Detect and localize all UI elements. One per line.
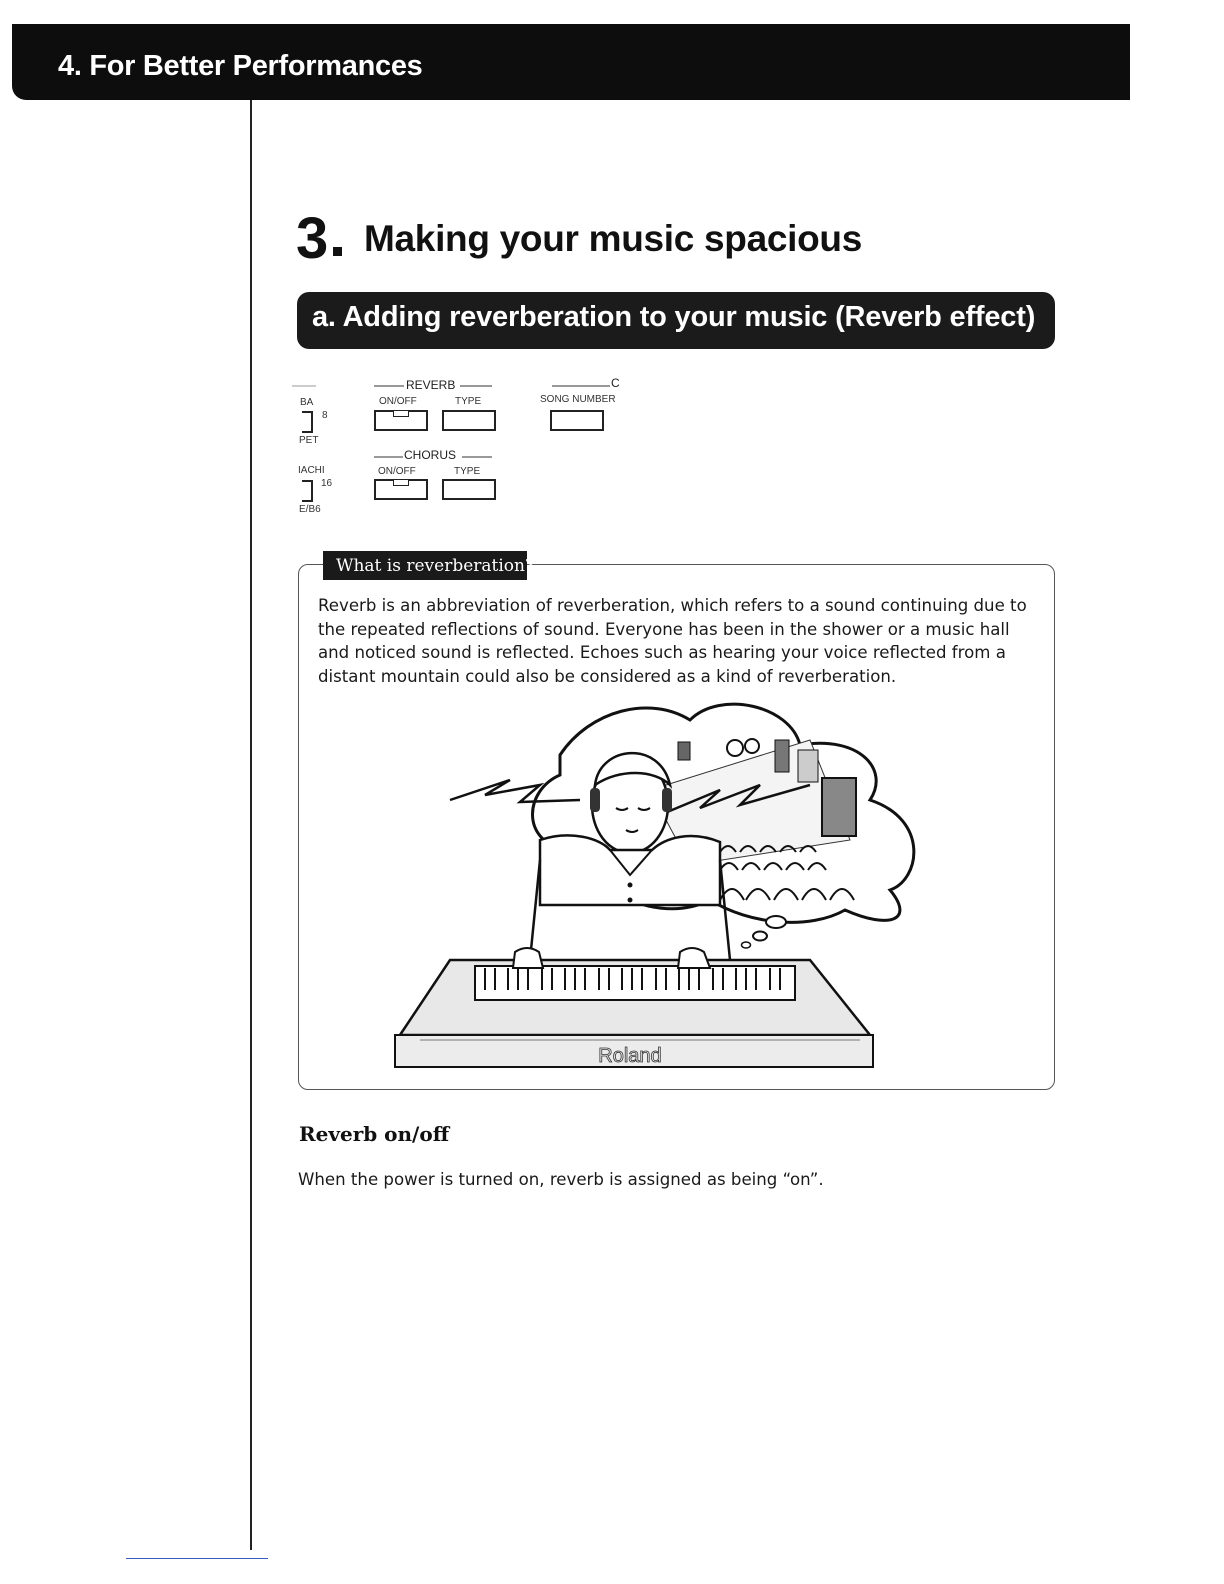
chorus-group-label: CHORUS — [404, 448, 457, 462]
panel-left-label: 8 — [322, 410, 328, 421]
subsection-title: a. Adding reverberation to your music (Reverb effect) — [312, 301, 1036, 333]
panel-left-label: 16 — [321, 478, 333, 489]
margin-rule — [250, 100, 252, 1550]
info-tag-text: What is reverberation? — [336, 556, 535, 576]
song-number-label: SONG NUMBER — [540, 394, 616, 405]
reverb-type-label: TYPE — [455, 396, 482, 407]
keyboard-brand: Roland — [598, 1045, 662, 1067]
chorus-onoff-label: ON/OFF — [378, 466, 416, 477]
reverb-led — [393, 411, 409, 417]
section-title: Making your music spacious — [364, 218, 863, 259]
panel-corner-label: C — [611, 376, 620, 390]
chapter-title: 4. For Better Performances — [58, 50, 423, 82]
reverb-group-label: REVERB — [406, 378, 456, 392]
panel-left-label: IACHI — [298, 465, 325, 476]
reverb-onoff-text: When the power is turned on, reverb is assigned as being “on”. — [298, 1170, 824, 1189]
section-number: 3 — [296, 206, 329, 271]
chorus-type-button[interactable] — [442, 479, 496, 500]
panel-left-button[interactable] — [302, 411, 313, 433]
song-number-button[interactable] — [550, 410, 604, 431]
reverb-onoff-button[interactable] — [374, 410, 428, 431]
reverb-type-button[interactable] — [442, 410, 496, 431]
reverb-onoff-label: ON/OFF — [379, 396, 417, 407]
footer-rule — [126, 1558, 268, 1559]
panel-left-button[interactable] — [302, 480, 313, 502]
panel-left-label: E/B6 — [299, 504, 321, 515]
chorus-type-label: TYPE — [454, 466, 481, 477]
control-panel-diagram — [286, 372, 622, 520]
panel-left-label: BA — [300, 397, 314, 408]
section-dot — [333, 247, 342, 256]
reverb-onoff-heading: Reverb on/off — [299, 1122, 450, 1146]
chorus-onoff-button[interactable] — [374, 479, 428, 500]
chorus-led — [393, 480, 409, 486]
info-paragraph: Reverb is an abbreviation of reverberation, which refers to a sound continuing due to the repeated reflections of sound. Everyone has been in the shower or a music hall and noticed sound is reflected. Echoes such as hearing your voice reflected from a distant mountain could also be considered as a kind of reverberation. — [318, 596, 1027, 686]
panel-left-label: PET — [299, 435, 319, 446]
pianist-illustration — [390, 690, 950, 1076]
